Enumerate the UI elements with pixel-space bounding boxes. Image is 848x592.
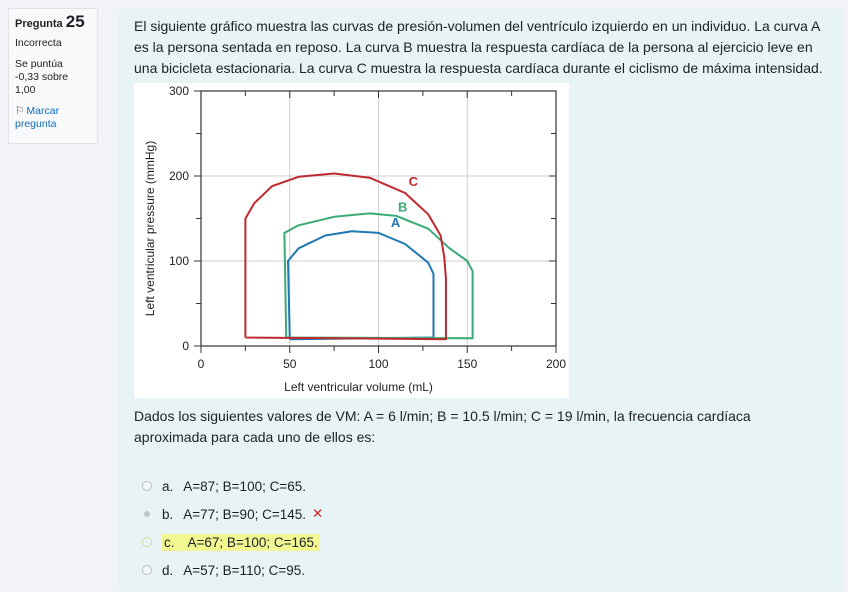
answer-letter: c. [164, 534, 175, 550]
series-line-a [288, 231, 434, 339]
x-tick-label: 50 [283, 357, 297, 371]
answer-option-a[interactable] [134, 476, 827, 496]
answer-list [134, 476, 827, 580]
x-tick-label: 100 [368, 357, 389, 371]
answer-option-d[interactable] [134, 560, 827, 580]
radio-icon[interactable] [142, 481, 152, 491]
flag-question-link[interactable] [15, 105, 91, 131]
question-grade [15, 58, 91, 97]
flag-label: Marcar pregunta [15, 105, 60, 130]
question-prompt: Dados los siguientes valores de VM: A = 6 l/min; B = 10.5 l/min; C = 19 l/min, la frecuencia cardíaca aproximada para cada uno de ellos es: [134, 408, 751, 445]
answer-text: A=87; B=100; C=65. [183, 478, 306, 494]
y-tick-label: 100 [168, 254, 189, 268]
pressure-volume-chart [134, 83, 569, 398]
radio-selected-icon[interactable] [144, 511, 150, 517]
radio-icon[interactable] [142, 537, 152, 547]
series-label-c: C [408, 174, 419, 190]
answer-text: A=67; B=100; C=165. [187, 534, 318, 550]
answer-highlighted [162, 534, 320, 551]
y-tick-label: 0 [182, 339, 189, 353]
answer-text: A=57; B=110; C=95. [183, 562, 305, 578]
series-line-c [245, 174, 446, 340]
answer-letter: b. [162, 506, 174, 522]
grade-line-2: -0,33 sobre [15, 71, 69, 83]
series-label-b: B [398, 199, 408, 215]
answer-option-b[interactable] [134, 504, 827, 524]
grade-line-1: Se puntúa [15, 58, 63, 70]
question-content [118, 8, 843, 592]
grade-line-3: 1,00 [15, 84, 36, 96]
x-tick-label: 0 [197, 357, 205, 371]
x-axis-label: Left ventricular volume (mL) [284, 380, 433, 394]
question-number-value: 25 [65, 12, 85, 31]
question-label: Pregunta [15, 18, 63, 30]
y-tick-label: 200 [168, 169, 189, 183]
x-tick-label: 200 [545, 357, 567, 371]
answer-letter: a. [162, 478, 174, 494]
x-tick-label: 150 [457, 357, 478, 371]
question-number [15, 12, 91, 31]
flag-icon: ⚐ [15, 105, 25, 117]
series-label-a: A [390, 215, 401, 230]
incorrect-icon: ✕ [312, 506, 324, 521]
y-axis-label: Left ventricular pressure (mmHg) [143, 140, 157, 317]
answer-letter: d. [162, 562, 174, 578]
y-tick-label: 300 [168, 84, 189, 98]
answer-text: A=77; B=90; C=145. [183, 506, 306, 522]
radio-icon[interactable] [142, 565, 152, 575]
answer-option-c[interactable] [134, 532, 827, 552]
chart-svg [134, 83, 569, 398]
question-info [8, 8, 98, 144]
question-text: El siguiente gráfico muestra las curvas de presión-volumen del ventrículo izquierdo en un individuo. La curva A es la persona sentada en reposo. La curva B muestra la respuesta cardíaca de la persona al ejercicio leve en una bicicleta estacionaria. La curva C muestra la respuesta cardíaca durante el ciclismo de máxima intensidad. [134, 18, 823, 76]
question-state: Incorrecta [15, 37, 62, 49]
